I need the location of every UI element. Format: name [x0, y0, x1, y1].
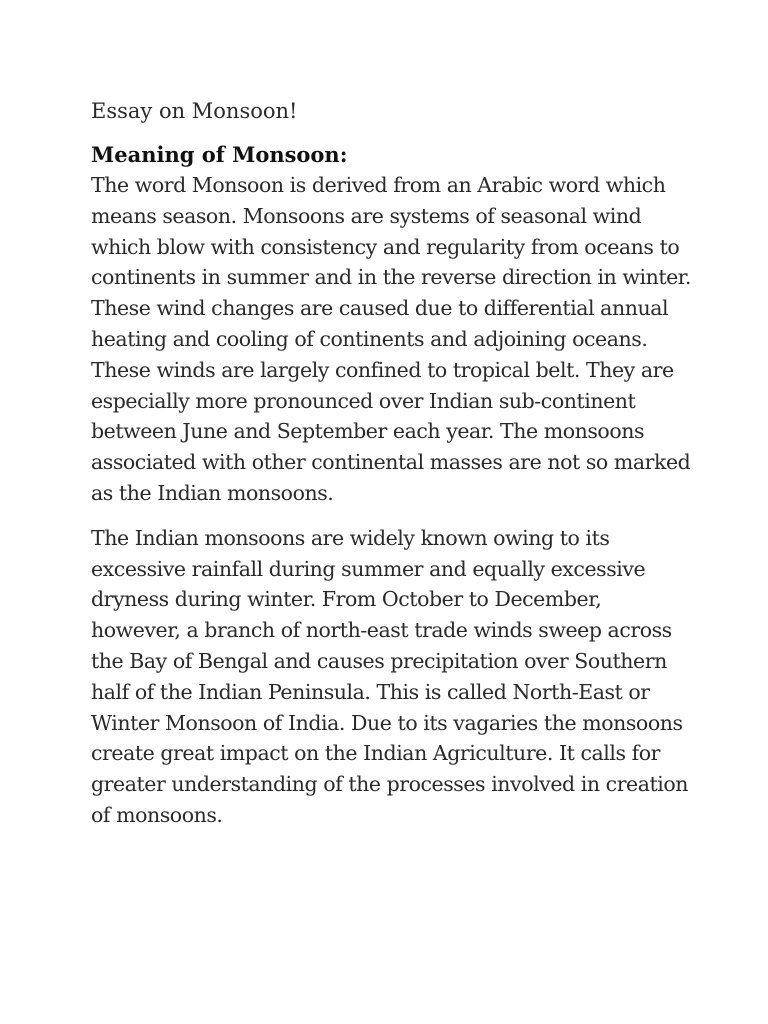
- document-title: Essay on Monsoon!: [91, 99, 298, 123]
- section-heading: Meaning of Monsoon:: [91, 142, 348, 167]
- document-page: [91, 96, 691, 845]
- paragraph-2: The Indian monsoons are widely known owing to its excessive rainfall during summer and equally excessive dryness during winter. From October to December, however, a branch of north-east trade winds sweep across the Bay of Bengal and causes precipitation over Southern half of the Indian Peninsula. This is called North-East or Winter Monsoon of India. Due to its vagaries the monsoons create great impact on the Indian Agriculture. It calls for greater understanding of the processes involved in creation of monsoons.: [91, 525, 689, 827]
- paragraph-1: The word Monsoon is derived from an Arabic word which means season. Monsoons are systems of seasonal wind which blow with consistency and regularity from oceans to continents in summer and in the reverse direction in winter. These wind changes are caused due to differential annual heating and cooling of continents and adjoining oceans. These winds are largely confined to tropical belt. They are especially more pronounced over Indian sub-continent between June and September each year. The monsoons associated with other continental masses are not so marked as the Indian monsoons.: [91, 173, 691, 505]
